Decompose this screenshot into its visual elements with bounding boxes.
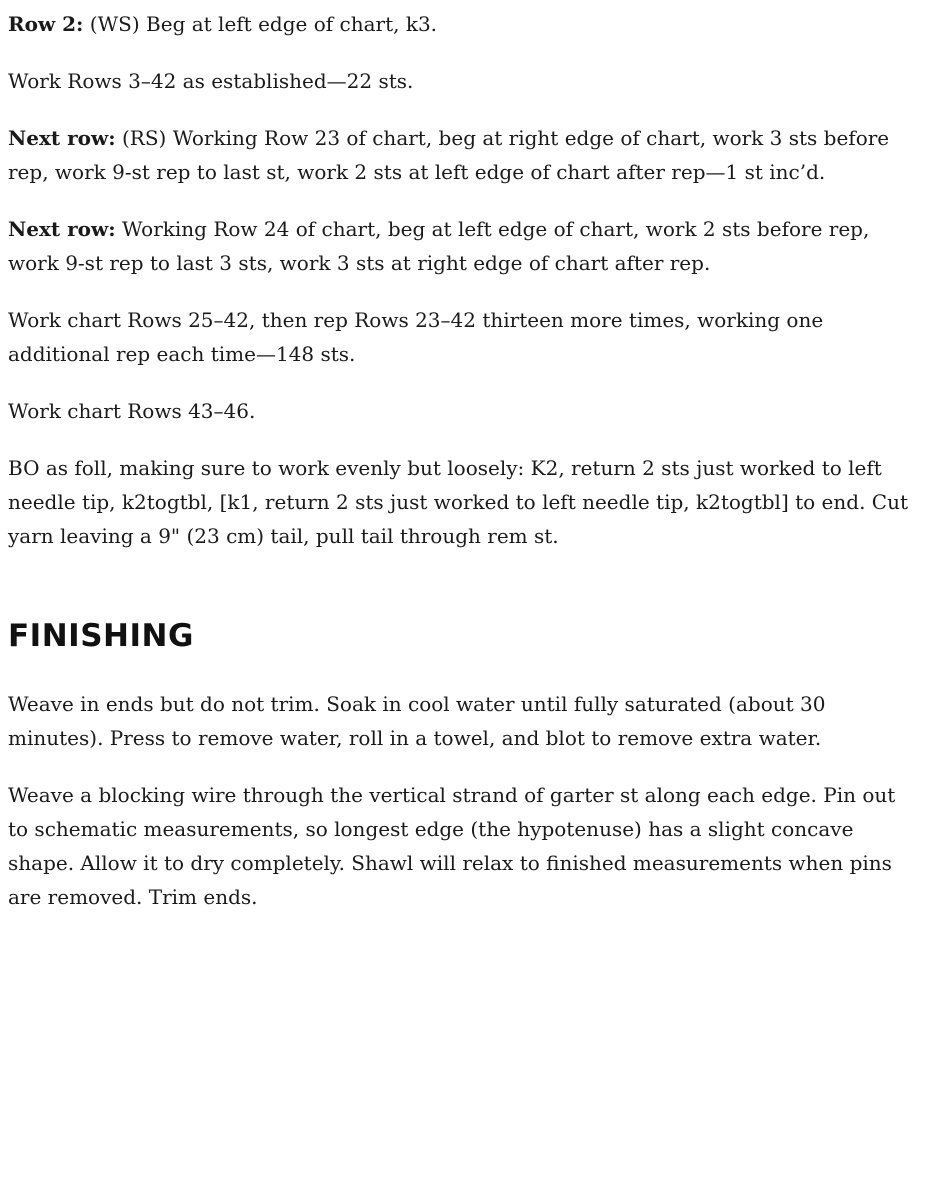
row-2-text: (WS) Beg at left edge of chart, k3.: [83, 12, 438, 36]
rows-43-46-text: Work chart Rows 43–46.: [8, 399, 256, 423]
bind-off-text: BO as foll, making sure to work evenly but loosely: K2, return 2 sts just worked to left needle tip, k2togtbl, [k1, return 2 sts just worked to left needle tip, k2togtbl] to end. Cut yarn leaving a 9" (23 cm) tail, pull tail through rem st.: [8, 456, 908, 548]
finishing-paragraph-2: [8, 778, 920, 914]
row-2-instruction: [8, 7, 920, 41]
next-row-rs-instruction: [8, 121, 920, 189]
rows-25-42-text: Work chart Rows 25–42, then rep Rows 23–42 thirteen more times, working one additional rep each time—148 sts.: [8, 308, 824, 366]
finishing-paragraph-1: [8, 687, 920, 755]
rows-25-42-instruction: [8, 303, 920, 371]
next-row-ws-label: Next row:: [8, 217, 116, 241]
rows-3-42-text: Work Rows 3–42 as established—22 sts.: [8, 69, 414, 93]
finishing-heading: FINISHING: [8, 618, 194, 654]
next-row-rs-label: Next row:: [8, 126, 116, 150]
bind-off-instruction: [8, 451, 920, 553]
finishing-paragraph-2-text: Weave a blocking wire through the vertical strand of garter st along each edge. Pin out to schematic measurements, so longest edge (the hypotenuse) has a slight concave shape. Allow it to dry completely. Shawl will relax to finished measurements when pins are removed. Trim ends.: [8, 783, 896, 909]
next-row-ws-text: Working Row 24 of chart, beg at left edge of chart, work 2 sts before rep, work 9-st rep to last 3 sts, work 3 sts at right edge of chart after rep.: [8, 217, 870, 275]
rows-3-42-instruction: [8, 64, 920, 98]
next-row-rs-text: (RS) Working Row 23 of chart, beg at right edge of chart, work 3 sts before rep, work 9-st rep to last st, work 2 sts at left edge of chart after rep—1 st inc’d.: [8, 126, 890, 184]
row-2-label: Row 2:: [8, 12, 84, 36]
next-row-ws-instruction: [8, 212, 920, 280]
rows-43-46-instruction: [8, 394, 920, 428]
finishing-paragraph-1-text: Weave in ends but do not trim. Soak in cool water until fully saturated (about 30 minutes). Press to remove water, roll in a towel, and blot to remove extra water.: [8, 692, 826, 750]
